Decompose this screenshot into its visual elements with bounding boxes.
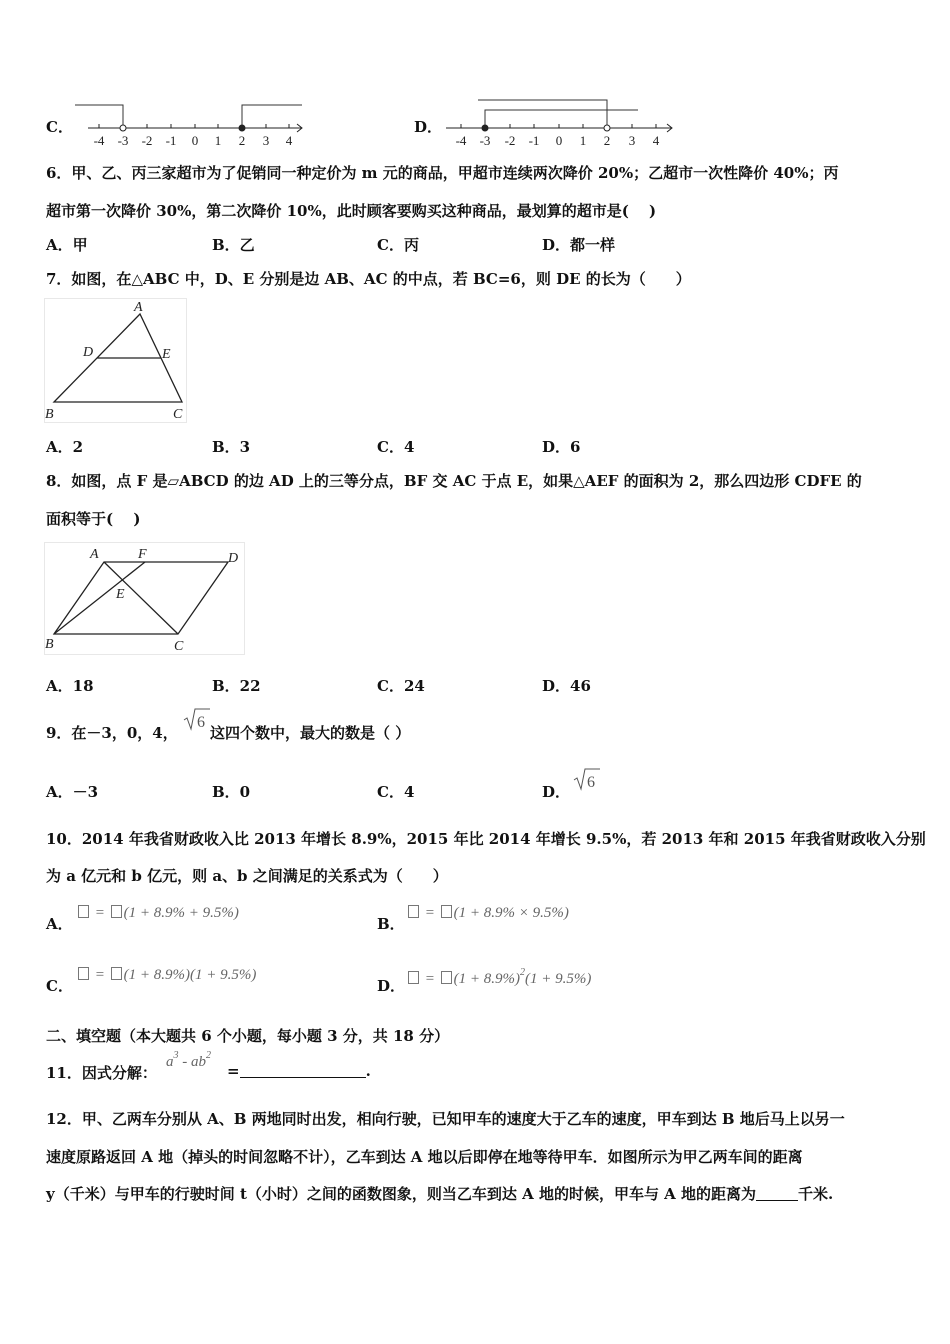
vertex-a-label: A (90, 547, 99, 562)
q7-option-b: B．3 (212, 438, 251, 456)
q10-option-d-formula: = $(1 + 8.9\%)^2(1 + 9.5\%)$ (406, 967, 591, 988)
sqrt-radicand: 6 (197, 714, 205, 731)
vertex-e-label: E (162, 347, 171, 362)
q10-option-c-label: C． (46, 977, 73, 995)
q8-stem-line1: 8．如图，点 F 是▱ABCD 的边 AD 上的三等分点，BF 交 AC 于点 E，如果△AEF 的面积为 2，那么四边形 CDFE 的 (46, 472, 862, 490)
q6-option-c: C．丙 (377, 236, 419, 254)
tick-label: 2 (603, 133, 611, 148)
q8-option-b: B．22 (212, 677, 261, 695)
q9-stem-prefix: 9．在－3，0，4， (46, 724, 178, 742)
tick-label: 4 (652, 133, 660, 148)
q8-stem-line2: 面积等于( ) (46, 510, 141, 528)
missing-glyph-box (111, 905, 122, 918)
q8-option-a: A．18 (46, 677, 94, 695)
missing-glyph-box (441, 971, 452, 984)
q9-option-c: C．4 (377, 783, 415, 801)
q7-stem: 7．如图，在△ABC 中，D、E 分别是边 AB、AC 的中点，若 BC=6，则 DE 的长为（ ） (46, 270, 691, 288)
q5-option-c-label: C． (46, 118, 73, 136)
sqrt-radicand: 6 (587, 774, 595, 791)
tick-label: -4 (455, 133, 467, 148)
vertex-a-label: A (134, 300, 143, 315)
vertex-c-label: C (174, 639, 184, 654)
answer-blank[interactable] (756, 1200, 798, 1201)
tick-label: 2 (238, 133, 246, 148)
q10-stem-line1: 10．2014 年我省财政收入比 2013 年增长 8.9%，2015 年比 2014 年增长 9.5%，若 2013 年和 2015 年我省财政收入分别 (46, 830, 926, 848)
q8-option-d: D．46 (542, 677, 591, 695)
q5-option-c-numberline (70, 100, 310, 150)
answer-blank[interactable] (240, 1077, 366, 1078)
missing-glyph-box (408, 905, 419, 918)
q6-stem-line1: 6．甲、乙、丙三家超市为了促销同一种定价为 m 元的商品，甲超市连续两次降价 20%；乙超市一次性降价 40%；丙 (46, 164, 839, 182)
tick-label: -4 (93, 133, 105, 148)
q8-parallelogram-figure (44, 542, 248, 656)
q7-option-d: D．6 (542, 438, 581, 456)
q6-stem-line2: 超市第一次降价 30%，第二次降价 10%，此时顾客要购买这种商品，最划算的超市是( ) (46, 202, 657, 220)
q11-expression: $a^3 - ab^2$ (166, 1050, 211, 1070)
q7-option-c: C．4 (377, 438, 415, 456)
tick-label: -1 (528, 133, 540, 148)
tick-label: -3 (479, 133, 491, 148)
q10-option-a-formula: = (1 + 8.9% + 9.5%) (76, 905, 239, 922)
q8-option-c: C．24 (377, 677, 425, 695)
section-title: 二、填空题（本大题共 6 个小题，每小题 3 分，共 18 分） (46, 1027, 450, 1045)
missing-glyph-box (441, 905, 452, 918)
q12-stem-line1: 12．甲、乙两车分别从 A、B 两地同时出发，相向行驶，已知甲车的速度大于乙车的速度，甲车到达 B 地后马上以另一 (46, 1110, 845, 1128)
tick-label: -2 (504, 133, 516, 148)
q9-option-b: B．0 (212, 783, 251, 801)
tick-label: 4 (285, 133, 293, 148)
tick-label: -2 (141, 133, 153, 148)
q11-stem-prefix: 11．因式分解： (46, 1064, 157, 1082)
tick-label: -3 (117, 133, 129, 148)
tick-label: 0 (191, 133, 199, 148)
q12-stem-line2: 速度原路返回 A 地（掉头的时间忽略不计），乙车到达 A 地以后即停在地等待甲车．如图所示为甲乙两车间的距离 (46, 1148, 803, 1166)
tick-label: 1 (214, 133, 222, 148)
point-e-label: E (116, 587, 125, 602)
q5-option-d-label: D． (414, 118, 443, 136)
q9-option-a: A．－3 (46, 783, 99, 801)
vertex-d-label: D (228, 551, 239, 566)
q10-option-b-label: B． (377, 915, 405, 933)
vertex-b-label: B (45, 407, 54, 422)
vertex-b-label: B (45, 637, 54, 652)
q6-option-b: B．乙 (212, 236, 255, 254)
q11-equals: = . (227, 1062, 371, 1080)
missing-glyph-box (408, 971, 419, 984)
vertex-d-label: D (83, 345, 94, 360)
q12-stem-line3: y（千米）与甲车的行驶时间 t（小时）之间的函数图象，则当乙车到达 A 地的时候，甲车与 A 地的距离为 千米. (46, 1185, 834, 1203)
tick-label: 3 (628, 133, 636, 148)
tick-label: -1 (165, 133, 177, 148)
q9-option-d: D． (542, 783, 571, 801)
q10-stem-line2: 为 a 亿元和 b 亿元，则 a、b 之间满足的关系式为（ ） (46, 867, 448, 885)
q7-triangle-figure (44, 298, 194, 424)
q10-option-b-formula: = (1 + 8.9% × 9.5%) (406, 905, 569, 922)
q10-option-c-formula: = (1 + 8.9%)(1 + 9.5%) (76, 967, 256, 984)
q6-option-a: A．甲 (46, 236, 88, 254)
missing-glyph-box (78, 905, 89, 918)
tick-label: 3 (262, 133, 270, 148)
q10-option-a-label: A． (46, 915, 73, 933)
sqrt-six-formula (572, 766, 602, 792)
q9-stem-suffix: 这四个数中，最大的数是（ ） (210, 724, 411, 742)
q6-option-d: D．都一样 (542, 236, 616, 254)
missing-glyph-box (111, 967, 122, 980)
sqrt-six-formula (182, 706, 212, 732)
point-f-label: F (138, 547, 147, 562)
q5-option-d-numberline (438, 96, 678, 150)
missing-glyph-box (78, 967, 89, 980)
tick-label: 0 (555, 133, 563, 148)
q7-option-a: A．2 (46, 438, 84, 456)
q10-option-d-label: D． (377, 977, 406, 995)
vertex-c-label: C (173, 407, 183, 422)
tick-label: 1 (579, 133, 587, 148)
